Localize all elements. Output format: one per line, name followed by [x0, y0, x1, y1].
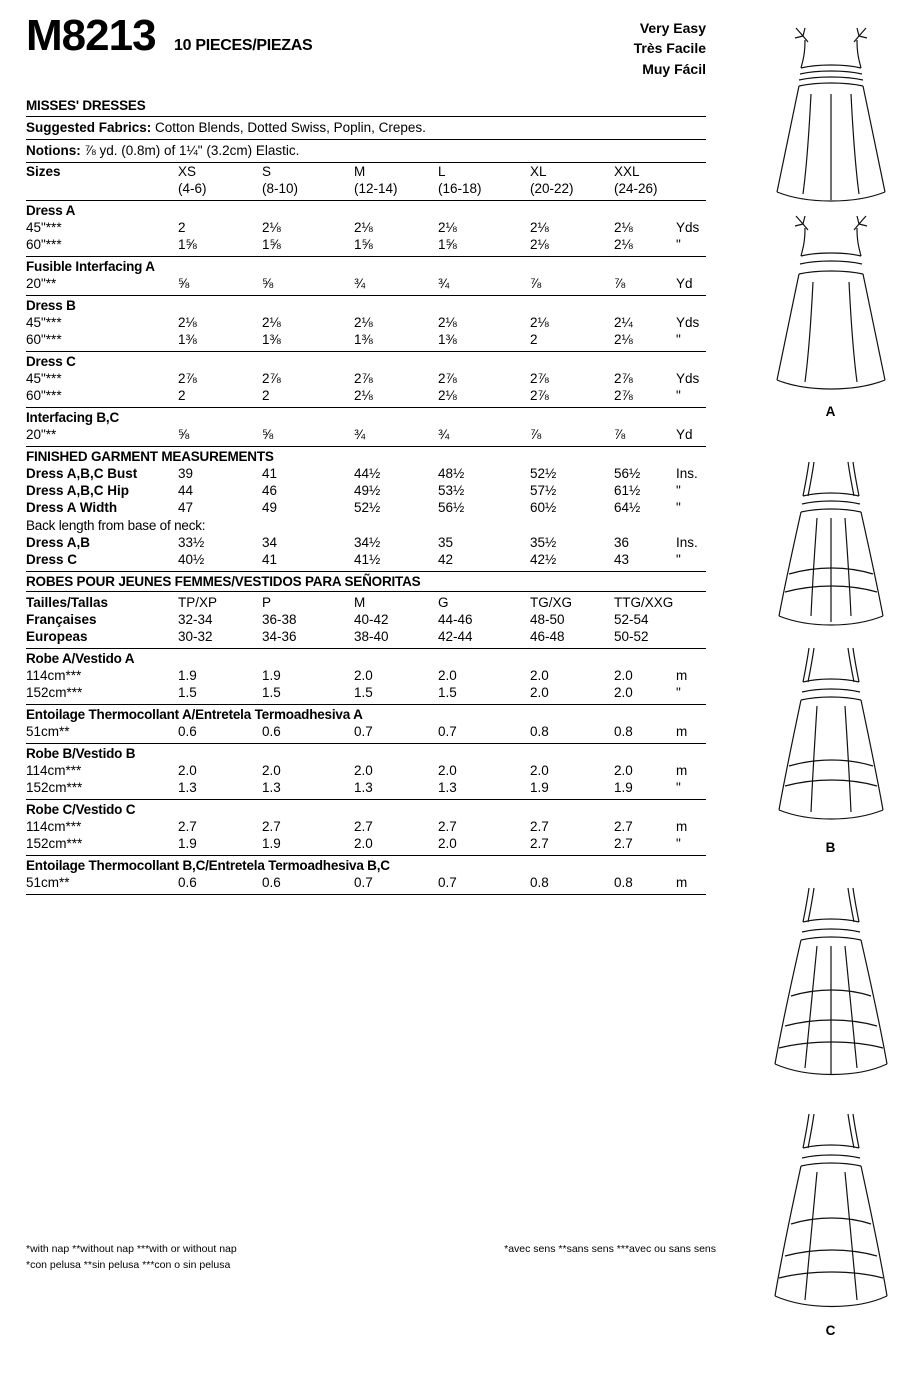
unit: Yds: [676, 220, 700, 236]
table-row: [26, 684, 706, 701]
table-row: [26, 628, 706, 645]
cell: 61½: [614, 483, 641, 499]
unit: ": [676, 332, 681, 348]
table-row: [26, 667, 706, 684]
cell: 2.7: [614, 819, 633, 835]
cell: 2⅛: [614, 220, 633, 236]
cell: 2⅛: [530, 220, 549, 236]
row-label: 45"***: [26, 220, 62, 236]
cell: 46-48: [530, 629, 565, 645]
size-code-m: M: [354, 164, 366, 180]
metric-group-table-robe-c: [26, 818, 706, 852]
cell: 2⅛: [262, 315, 281, 331]
metric-sizes-label: Tailles/Tallas: [26, 595, 109, 611]
cell: 42-44: [438, 629, 473, 645]
row-label: 152cm***: [26, 780, 83, 796]
metric-group-title-entoilage-bc: Entoilage Thermocollant B,C/Entretela Termoadhesiva B,C: [26, 858, 390, 874]
table-row: [26, 482, 706, 499]
table-row: [26, 723, 706, 740]
cell: 2.0: [262, 763, 281, 779]
row-label: 20"**: [26, 276, 57, 292]
cell: 1.5: [262, 685, 281, 701]
cell: 57½: [530, 483, 557, 499]
table-row: [26, 835, 706, 852]
cell: 48-50: [530, 612, 565, 628]
cell: 2.0: [614, 763, 633, 779]
cell: 46: [262, 483, 278, 499]
table-row: [26, 551, 706, 568]
unit: ": [676, 483, 681, 499]
unit: ": [676, 685, 681, 701]
ease-rating: [634, 18, 706, 79]
group-title-dress-b: Dress B: [26, 298, 76, 314]
notions-value: ⅞ yd. (0.8m) of 1¼" (3.2cm) Elastic.: [80, 143, 300, 159]
cell: 1.3: [262, 780, 281, 796]
back-length-title: Back length from base of neck:: [26, 518, 206, 534]
row-label: 20"**: [26, 427, 57, 443]
cell: 2⅛: [614, 237, 633, 253]
cell: 2.7: [354, 819, 373, 835]
cell: 2⅛: [438, 315, 457, 331]
table-row: [26, 465, 706, 482]
cell: 0.8: [530, 724, 549, 740]
row-label: 60"***: [26, 237, 62, 253]
finished-measurements-table: [26, 465, 706, 516]
cell: 2⅞: [530, 388, 549, 404]
size-range-m: (12-14): [354, 181, 398, 197]
cell: 38-40: [354, 629, 389, 645]
group-table-fusible-interfacing-a: [26, 275, 706, 292]
unit: ": [676, 552, 681, 568]
size-code-xxl: XXL: [614, 164, 640, 180]
cell: 0.7: [438, 724, 457, 740]
page-title: M8213: [26, 11, 156, 60]
cell: 2⅛: [530, 237, 549, 253]
cell: 2.0: [178, 763, 197, 779]
cell: 47: [178, 500, 194, 516]
cell: 1.3: [438, 780, 457, 796]
cell: 2.0: [438, 763, 457, 779]
unit: Yds: [676, 371, 700, 387]
finished-measurements-title: FINISHED GARMENT MEASUREMENTS: [26, 449, 274, 465]
cell: 2¼: [614, 315, 633, 331]
size-range-xl: (20-22): [530, 181, 574, 197]
cell: 2⅞: [354, 371, 373, 387]
header: [26, 11, 706, 94]
cell: 42: [438, 552, 454, 568]
cell: 0.8: [530, 875, 549, 891]
unit: ": [676, 388, 681, 404]
cell: 1⅝: [354, 237, 373, 253]
table-row: [26, 180, 706, 197]
unit: m: [676, 668, 688, 684]
table-row: [26, 762, 706, 779]
cell: 1.9: [262, 668, 281, 684]
cell: 1.5: [354, 685, 373, 701]
metric-section-title: ROBES POUR JEUNES FEMMES/VESTIDOS PARA SEÑORITAS: [26, 574, 421, 590]
cell: 2⅛: [262, 220, 281, 236]
cell: ⅝: [178, 427, 190, 443]
table-row: [26, 499, 706, 516]
cell: 0.6: [178, 875, 197, 891]
metric-group-title-robe-a: Robe A/Vestido A: [26, 651, 135, 667]
size-code-xl: XL: [530, 164, 547, 180]
row-label: 114cm***: [26, 819, 82, 835]
cell: 2⅞: [438, 371, 457, 387]
cell: 1.9: [530, 780, 549, 796]
unit: ": [676, 237, 681, 253]
cell: 1⅜: [262, 332, 281, 348]
footnote-es: *con pelusa **sin pelusa ***con o sin pelusa: [26, 1258, 231, 1271]
cell: 2⅛: [178, 315, 197, 331]
cell: 1⅜: [438, 332, 457, 348]
cell: 64½: [614, 500, 641, 516]
cell: 0.8: [614, 875, 633, 891]
group-table-dress-b: [26, 314, 706, 348]
cell: 2⅞: [530, 371, 549, 387]
table-row: [26, 426, 706, 443]
cell: 52-54: [614, 612, 649, 628]
cell: 1.3: [354, 780, 373, 796]
row-label: 114cm***: [26, 763, 82, 779]
table-row: [26, 611, 706, 628]
footnote-fr: *avec sens **sans sens ***avec ou sans sens: [504, 1243, 716, 1255]
size-range-s: (8-10): [262, 181, 299, 197]
sizes-header-table: [26, 163, 706, 197]
cell: 2.7: [178, 819, 197, 835]
cell: ⅝: [262, 276, 274, 292]
notions-label: Notions:: [26, 143, 81, 159]
illustration-dress-c-back: [740, 1106, 921, 1338]
cell: 34½: [354, 535, 381, 551]
ease-line-en: Very Easy: [639, 20, 706, 36]
cell: 0.6: [262, 724, 281, 740]
row-label: 152cm***: [26, 685, 83, 701]
group-title-dress-c: Dress C: [26, 354, 76, 370]
cell: 41: [262, 552, 278, 568]
cell: 40-42: [354, 612, 389, 628]
illustration-dress-a-front: [740, 14, 921, 214]
metric-group-title-robe-c: Robe C/Vestido C: [26, 802, 136, 818]
table-row: [26, 275, 706, 292]
cell: 2⅛: [614, 332, 633, 348]
size-range-xs: (4-6): [178, 181, 207, 197]
cell: 1.3: [178, 780, 197, 796]
unit: ": [676, 500, 681, 516]
cell: 56½: [438, 500, 465, 516]
cell: 35½: [530, 535, 557, 551]
table-row: [26, 779, 706, 796]
table-row: [26, 594, 706, 611]
metric-size-code-0: TP/XP: [178, 595, 218, 611]
cell: 44½: [354, 466, 381, 482]
yardage-content: [26, 98, 706, 895]
cell: 0.7: [354, 724, 373, 740]
unit: m: [676, 819, 688, 835]
suggested-fabrics-value: Cotton Blends, Dotted Swiss, Poplin, Crepes.: [151, 120, 426, 135]
cell: 2.7: [530, 836, 549, 852]
cell: 2.0: [438, 836, 457, 852]
cell: 1⅝: [178, 237, 197, 253]
cell: 52½: [530, 466, 557, 482]
cell: 2⅛: [438, 220, 457, 236]
footnotes: [26, 1242, 716, 1274]
cell: 2⅛: [354, 388, 373, 404]
cell: 2: [262, 388, 270, 404]
cell: 2: [178, 220, 186, 236]
group-table-dress-a: [26, 219, 706, 253]
cell: 2⅞: [262, 371, 281, 387]
garment-category: MISSES' DRESSES: [26, 98, 146, 113]
table-row: [26, 236, 706, 253]
metric-size-code-1: P: [262, 595, 272, 611]
cell: 2.0: [354, 763, 373, 779]
ease-line-fr: Très Facile: [633, 40, 706, 57]
cell: 0.6: [178, 724, 197, 740]
cell: 44: [178, 483, 194, 499]
table-row: [26, 219, 706, 236]
cell: 1⅝: [262, 237, 281, 253]
illustration-dress-b-front: [740, 452, 921, 642]
row-label: 60"***: [26, 388, 62, 404]
cell: 2.0: [530, 685, 549, 701]
row-label: Dress A,B,C Hip: [26, 483, 130, 499]
group-title-dress-a: Dress A: [26, 203, 76, 219]
size-code-xs: XS: [178, 164, 197, 180]
sizes-label: Sizes: [26, 164, 61, 180]
metric-size-code-4: TG/XG: [530, 595, 573, 611]
cell: 2⅛: [438, 388, 457, 404]
cell: ⅞: [614, 427, 626, 443]
table-row: [26, 818, 706, 835]
cell: 50-52: [614, 629, 649, 645]
row-label: 51cm**: [26, 875, 70, 891]
row-label: 114cm***: [26, 668, 82, 684]
cell: 2.7: [614, 836, 633, 852]
cell: 2.7: [530, 819, 549, 835]
cell: 33½: [178, 535, 205, 551]
table-row: [26, 331, 706, 348]
cell: 60½: [530, 500, 557, 516]
cell: 0.7: [354, 875, 373, 891]
metric-group-table-robe-a: [26, 667, 706, 701]
cell: 2.0: [614, 668, 633, 684]
row-label: 45"***: [26, 371, 62, 387]
cell: 1.9: [178, 836, 197, 852]
pieces-count: 10 PIECES/PIEZAS: [174, 37, 313, 54]
cell: 34: [262, 535, 278, 551]
cell: ⅝: [262, 427, 274, 443]
cell: 1⅜: [354, 332, 373, 348]
illustration-dress-b-back: [740, 638, 921, 855]
cell: 34-36: [262, 629, 297, 645]
cell: 49: [262, 500, 278, 516]
cell: 49½: [354, 483, 381, 499]
cell: 2⅛: [354, 315, 373, 331]
cell: 1⅝: [438, 237, 457, 253]
cell: ⅞: [530, 427, 542, 443]
row-label: 60"***: [26, 332, 62, 348]
cell: 1.9: [262, 836, 281, 852]
illustration-dress-c-front: [740, 880, 921, 1090]
cell: 56½: [614, 466, 641, 482]
back-length-table: [26, 534, 706, 568]
row-label: Europeas: [26, 629, 88, 645]
size-code-l: L: [438, 164, 446, 180]
cell: 2.7: [438, 819, 457, 835]
cell: ¾: [438, 276, 450, 292]
row-label: Dress A,B: [26, 535, 91, 551]
view-label-c: C: [825, 1323, 836, 1338]
illustration-dress-a-back: [740, 202, 921, 419]
cell: ⅝: [178, 276, 190, 292]
cell: ¾: [354, 427, 366, 443]
table-row: [26, 874, 706, 891]
cell: 1.9: [178, 668, 197, 684]
view-label-b: B: [825, 840, 836, 855]
table-row: [26, 534, 706, 551]
unit: ": [676, 780, 681, 796]
cell: 0.6: [262, 875, 281, 891]
cell: 2.0: [614, 685, 633, 701]
size-code-s: S: [262, 164, 272, 180]
view-label-a: A: [825, 404, 836, 419]
row-label: 45"***: [26, 315, 62, 331]
unit: m: [676, 763, 688, 779]
footnote-en: *with nap **without nap ***with or without nap: [26, 1243, 237, 1255]
group-title-interfacing-bc: Interfacing B,C: [26, 410, 120, 426]
cell: 32-34: [178, 612, 213, 628]
cell: 41½: [354, 552, 381, 568]
row-label: 51cm**: [26, 724, 70, 740]
suggested-fabrics-row: [26, 117, 706, 139]
metric-group-table-robe-b: [26, 762, 706, 796]
cell: 35: [438, 535, 454, 551]
cell: 0.8: [614, 724, 633, 740]
cell: 1.5: [438, 685, 457, 701]
cell: 39: [178, 466, 194, 482]
table-row: [26, 370, 706, 387]
cell: 2⅞: [178, 371, 197, 387]
cell: 36: [614, 535, 630, 551]
group-table-dress-c: [26, 370, 706, 404]
suggested-fabrics-label: Suggested Fabrics:: [26, 120, 152, 135]
group-title-fusible-interfacing-a: Fusible Interfacing A: [26, 259, 155, 275]
row-label: Françaises: [26, 612, 97, 628]
cell: 2.0: [354, 668, 373, 684]
ease-line-es: Muy Fácil: [642, 60, 706, 77]
cell: 30-32: [178, 629, 213, 645]
row-label: Dress A,B,C Bust: [26, 466, 138, 482]
metric-group-table-entoilage-a: [26, 723, 706, 740]
cell: 2.0: [530, 763, 549, 779]
unit: m: [676, 724, 688, 740]
cell: ⅞: [614, 276, 626, 292]
cell: 2.0: [354, 836, 373, 852]
row-label: 152cm***: [26, 836, 83, 852]
cell: 43: [614, 552, 630, 568]
cell: 36-38: [262, 612, 297, 628]
cell: 2.0: [530, 668, 549, 684]
cell: ¾: [354, 276, 366, 292]
cell: 44-46: [438, 612, 473, 628]
cell: 40½: [178, 552, 205, 568]
cell: 41: [262, 466, 278, 482]
cell: 2⅞: [614, 371, 633, 387]
cell: 52½: [354, 500, 381, 516]
cell: 1.5: [178, 685, 197, 701]
cell: 53½: [438, 483, 465, 499]
unit: Yds: [676, 315, 700, 331]
table-row: [26, 163, 706, 180]
metric-group-title-robe-b: Robe B/Vestido B: [26, 746, 136, 762]
table-row: [26, 387, 706, 404]
size-range-xxl: (24-26): [614, 181, 658, 197]
unit: m: [676, 875, 688, 891]
unit: Ins.: [676, 466, 698, 482]
cell: 2⅛: [530, 315, 549, 331]
metric-size-code-5: TTG/XXG: [614, 595, 674, 611]
metric-group-title-entoilage-a: Entoilage Thermocollant A/Entretela Termoadhesiva A: [26, 707, 363, 723]
row-label: Dress A Width: [26, 500, 118, 516]
unit: Yd: [676, 276, 693, 292]
cell: 2.7: [262, 819, 281, 835]
metric-size-code-3: G: [438, 595, 449, 611]
cell: 1⅜: [178, 332, 197, 348]
group-table-interfacing-bc: [26, 426, 706, 443]
cell: ¾: [438, 427, 450, 443]
metric-sizes-table: [26, 594, 706, 645]
cell: 48½: [438, 466, 465, 482]
row-label: Dress C: [26, 552, 78, 568]
notions-row: [26, 140, 706, 162]
cell: 2⅞: [614, 388, 633, 404]
size-range-l: (16-18): [438, 181, 482, 197]
unit: Yd: [676, 427, 693, 443]
metric-group-table-entoilage-bc: [26, 874, 706, 891]
cell: 2: [530, 332, 538, 348]
table-row: [26, 314, 706, 331]
cell: ⅞: [530, 276, 542, 292]
cell: 0.7: [438, 875, 457, 891]
line-drawings-column: [740, 0, 921, 1376]
cell: 2: [178, 388, 186, 404]
cell: 2.0: [438, 668, 457, 684]
unit: ": [676, 836, 681, 852]
unit: Ins.: [676, 535, 698, 551]
cell: 2⅛: [354, 220, 373, 236]
cell: 42½: [530, 552, 557, 568]
cell: 1.9: [614, 780, 633, 796]
metric-size-code-2: M: [354, 595, 366, 611]
